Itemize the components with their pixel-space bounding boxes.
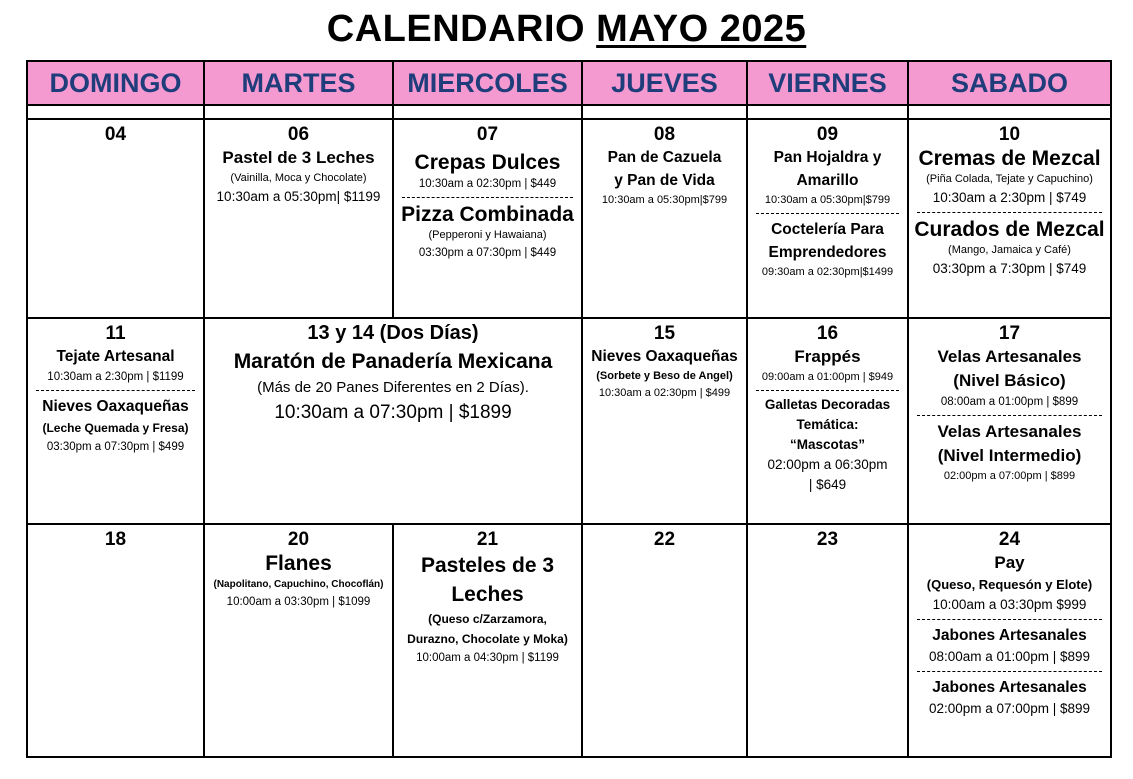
event-info: 10:30am a 2:30pm | $1199: [47, 371, 184, 383]
day-number: 10: [998, 124, 1021, 145]
day-cell-20: [204, 524, 393, 757]
day-cell-22: [582, 524, 747, 757]
event-title: Crepas Dulces: [414, 151, 561, 174]
event-title-line2: (Nivel Intermedio): [937, 446, 1082, 465]
event-title: Tejate Artesanal: [56, 348, 175, 365]
event-info: 03:30pm a 07:30pm | $449: [418, 247, 557, 259]
title-prefix: CALENDARIO: [326, 8, 597, 50]
event-info-line1: 02:00pm a 06:30pm: [767, 457, 888, 472]
event-info: 09:00am a 01:00pm | $949: [761, 371, 894, 383]
event-divider: [917, 619, 1102, 620]
day-cell-17: [908, 318, 1111, 524]
day-cell-23: [747, 524, 908, 757]
event-info: 02:00pm a 07:00pm | $899: [943, 470, 1076, 482]
event-title: Nieves Oaxaqueñas: [42, 398, 189, 415]
event-title-line1: Pan de Cazuela: [607, 149, 722, 166]
day-cell-07: [393, 119, 582, 318]
day-number: 09: [816, 124, 839, 145]
day-cell-21: [393, 524, 582, 757]
event-title-line2: Temática:: [796, 417, 859, 432]
header-viernes: VIERNES: [747, 61, 908, 105]
event-title-line2: Leches: [451, 583, 524, 606]
calendar-table: [26, 60, 1112, 758]
event-title-line3: “Mascotas”: [789, 437, 866, 452]
event-subtitle: (Más de 20 Panes Diferentes en 2 Días).: [257, 379, 529, 396]
event-divider: [756, 390, 899, 391]
event-divider: [917, 212, 1102, 213]
event-info: 09:30am a 02:30pm|$1499: [761, 266, 894, 278]
event-title-line1: Pan Hojaldra y: [773, 149, 882, 166]
day-number: 06: [287, 124, 310, 145]
event-title-line2: y Pan de Vida: [614, 172, 715, 189]
event-subtitle: (Napolitano, Capuchino, Chocoflán): [213, 579, 384, 590]
event-info: 10:30am a 05:30pm| $1199: [216, 189, 381, 204]
day-cell-16: [747, 318, 908, 524]
header-domingo: DOMINGO: [27, 61, 204, 105]
event-info: 10:30am a 02:30pm | $499: [598, 387, 731, 399]
header-miercoles: MIERCOLES: [393, 61, 582, 105]
event-title-line1: Pasteles de 3: [420, 554, 555, 577]
event-info: 10:30am a 05:30pm|$799: [764, 194, 891, 206]
event-info: 10:30am a 05:30pm|$799: [601, 194, 728, 206]
header-martes: MARTES: [204, 61, 393, 105]
event-title: Pizza Combinada: [401, 203, 574, 226]
header-jueves: JUEVES: [582, 61, 747, 105]
event-title-line1: Galletas Decoradas: [764, 397, 891, 412]
event-title-line1: Velas Artesanales: [937, 347, 1082, 366]
week-row-1: [27, 119, 1111, 318]
event-subtitle-line1: (Queso c/Zarzamora,: [428, 612, 547, 626]
day-number: 18: [104, 529, 127, 550]
event-title: Maratón de Panadería Mexicana: [233, 350, 553, 373]
event-info: 03:30pm a 07:30pm | $499: [46, 441, 185, 453]
day-number: 22: [653, 529, 676, 550]
event-divider: [756, 213, 899, 214]
event-divider: [917, 671, 1102, 672]
day-cell-10: [908, 119, 1111, 318]
day-number: 08: [653, 124, 676, 145]
header-sabado: SABADO: [908, 61, 1111, 105]
day-number: 17: [998, 323, 1021, 344]
event-info: 03:30pm a 7:30pm | $749: [932, 261, 1087, 276]
event-title: Cremas de Mezcal: [918, 147, 1101, 170]
event-info-line2: | $649: [808, 477, 847, 492]
week-row-3: [27, 524, 1111, 757]
event-info: 10:30am a 2:30pm | $749: [932, 190, 1087, 205]
day-number: 15: [653, 323, 676, 344]
event-subtitle: (Mango, Jamaica y Café): [948, 244, 1071, 256]
day-number: 20: [287, 529, 310, 550]
event-subtitle-line2: Durazno, Chocolate y Moka): [407, 632, 568, 646]
day-number: 24: [998, 529, 1021, 550]
day-cell-13-14: [204, 318, 582, 524]
event-title-line2: (Nivel Básico): [953, 371, 1066, 390]
page-title: [0, 8, 1133, 51]
day-cell-04: [27, 119, 204, 318]
event-title-line1: Velas Artesanales: [937, 422, 1082, 441]
event-subtitle: (Vainilla, Moca y Chocolate): [230, 172, 367, 184]
day-cell-18: [27, 524, 204, 757]
day-number: 04: [104, 124, 127, 145]
day-number: 13 y 14 (Dos Días): [307, 322, 479, 344]
event-info: 10:00am a 03:30pm | $1099: [226, 596, 371, 608]
event-title-line1: Coctelería Para: [771, 221, 884, 238]
event-info: 10:30am a 07:30pm | $1899: [274, 402, 512, 423]
event-info: 10:30am a 02:30pm | $449: [418, 178, 557, 190]
day-cell-15: [582, 318, 747, 524]
event-subtitle: (Queso, Requesón y Elote): [926, 577, 1093, 592]
event-divider: [36, 390, 195, 391]
event-info: 02:00pm a 07:00pm | $899: [928, 701, 1091, 716]
event-divider: [917, 415, 1102, 416]
day-cell-24: [908, 524, 1111, 757]
event-subtitle: (Leche Quemada y Fresa): [42, 421, 189, 435]
event-info: 08:00am a 01:00pm | $899: [928, 649, 1091, 664]
event-subtitle: (Sorbete y Beso de Angel): [596, 370, 733, 382]
event-subtitle: (Piña Colada, Tejate y Capuchino): [926, 173, 1093, 185]
event-title: Flanes: [265, 552, 332, 575]
event-title: Curados de Mezcal: [914, 218, 1105, 241]
day-number: 16: [816, 323, 839, 344]
day-cell-06: [204, 119, 393, 318]
event-title: Pay: [994, 553, 1025, 572]
day-cell-11: [27, 318, 204, 524]
event-divider: [402, 197, 573, 198]
day-cell-09: [747, 119, 908, 318]
title-month: MAYO 2025: [596, 8, 807, 50]
week-row-2: [27, 318, 1111, 524]
event-title: Jabones Artesanales: [932, 627, 1087, 644]
event-subtitle: (Pepperoni y Hawaiana): [428, 229, 547, 241]
event-title-line2: Amarillo: [796, 172, 859, 189]
event-title: Pastel de 3 Leches: [222, 148, 375, 167]
event-title: Frappés: [794, 347, 861, 366]
header-row: [27, 61, 1111, 105]
spacer-row: [27, 105, 1111, 119]
event-title: Nieves Oaxaqueñas: [591, 348, 738, 365]
day-number: 21: [476, 529, 499, 550]
event-info: 10:00am a 04:30pm | $1199: [416, 652, 559, 664]
day-number: 07: [476, 124, 499, 145]
event-info: 10:00am a 03:30pm $999: [932, 597, 1087, 612]
event-title: Jabones Artesanales: [932, 679, 1087, 696]
event-info: 08:00am a 01:00pm | $899: [940, 396, 1079, 408]
day-number: 23: [816, 529, 839, 550]
day-number: 11: [105, 323, 126, 344]
day-cell-08: [582, 119, 747, 318]
event-title-line2: Emprendedores: [768, 244, 887, 261]
